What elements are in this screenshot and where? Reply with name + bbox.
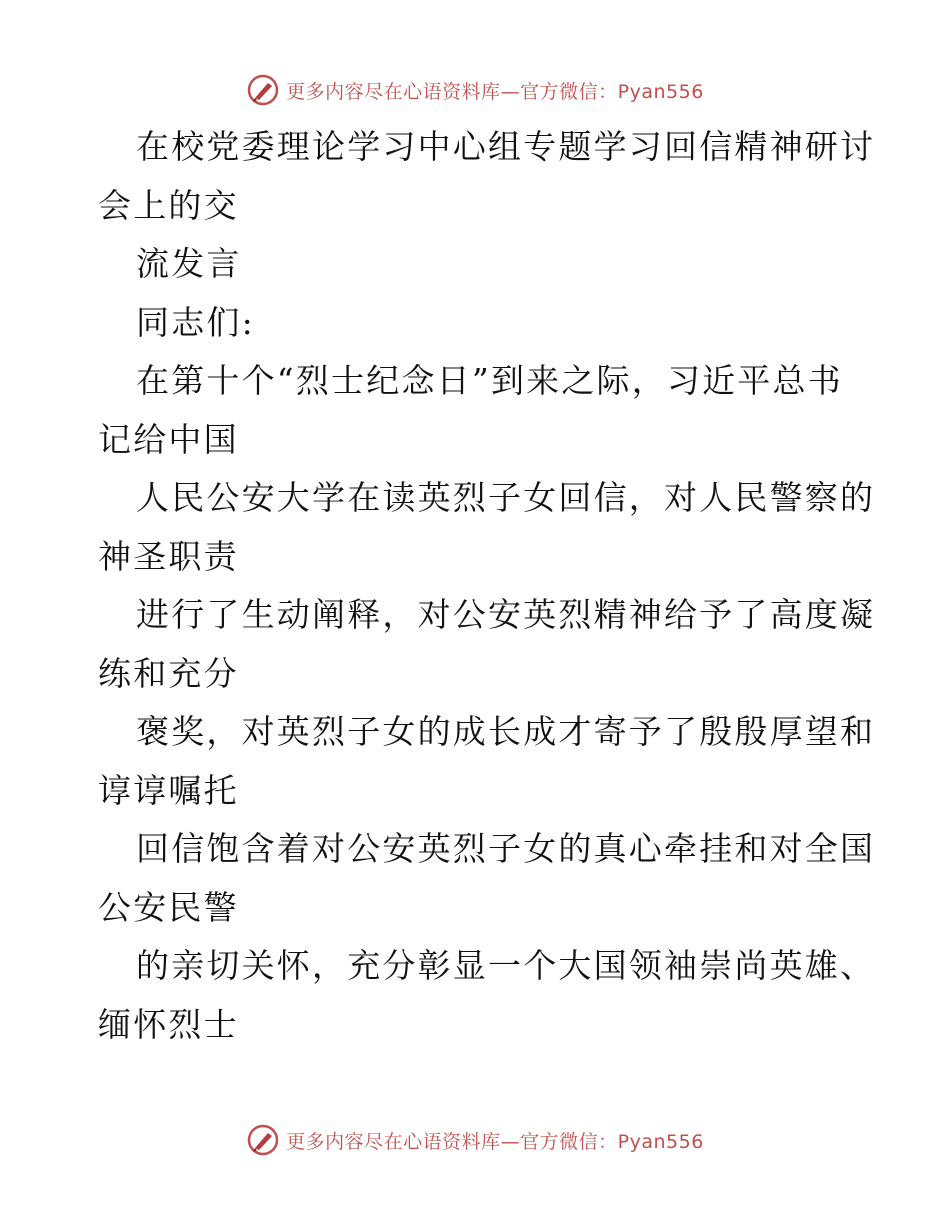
paragraph-line: 在校党委理论学习中心组专题学习回信精神研讨 — [136, 127, 876, 166]
pen-logo-icon — [246, 73, 280, 107]
paragraph-line: 人民公安大学在读英烈子女回信，对人民警察的 — [136, 478, 876, 517]
document-body — [98, 118, 876, 1054]
pen-logo-icon — [246, 1123, 280, 1157]
paragraph-line: 缅怀烈士 — [98, 1004, 239, 1044]
watermark-text: 更多内容尽在心语资料库—官方微信：Pyan556 — [286, 1130, 704, 1153]
paragraph-line: 会上的交 — [98, 185, 239, 225]
header-watermark — [0, 70, 950, 110]
paragraph-line: 记给中国 — [98, 419, 239, 459]
paragraph-line: 进行了生动阐释，对公安英烈精神给予了高度凝 — [136, 595, 876, 634]
paragraph-line: 神圣职责 — [98, 536, 239, 576]
paragraph-line: 流发言 — [136, 244, 242, 283]
paragraph-line: 练和充分 — [98, 653, 239, 693]
footer-watermark — [0, 1120, 950, 1160]
paragraph-line: 谆谆嘱托 — [98, 770, 239, 810]
paragraph-line: 公安民警 — [98, 887, 239, 927]
paragraph-line: 同志们: — [136, 302, 255, 342]
paragraph-line: 的亲切关怀，充分彰显一个大国领袖崇尚英雄、 — [136, 946, 876, 985]
paragraph-line: 在第十个“烈士纪念日”到来之际，习近平总书 — [136, 361, 843, 400]
paragraph-line: 回信饱含着对公安英烈子女的真心牵挂和对全国 — [136, 829, 876, 868]
watermark-text: 更多内容尽在心语资料库—官方微信：Pyan556 — [286, 80, 704, 103]
paragraph-line: 褒奖，对英烈子女的成长成才寄予了殷殷厚望和 — [136, 712, 876, 751]
